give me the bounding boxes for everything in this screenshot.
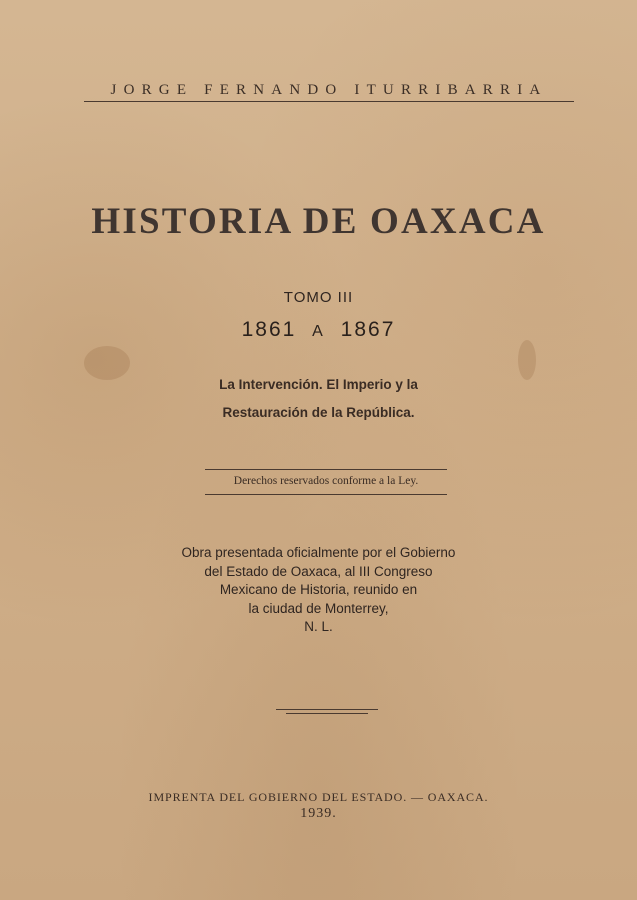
subtitle-line-1: La Intervención. El Imperio y la (219, 377, 418, 392)
rights-notice: Derechos reservados conforme a la Ley. (205, 469, 447, 495)
ornament-rule (276, 708, 378, 716)
year-range (0, 318, 637, 342)
subtitle (0, 371, 637, 427)
presentation-line-5: N. L. (304, 619, 333, 634)
ornament-line-top (276, 709, 378, 710)
presentation-line-2: del Estado de Oaxaca, al III Congreso (204, 563, 433, 579)
presentation-note (0, 544, 637, 637)
publication-year: 1939. (300, 806, 337, 821)
presentation-line-3: Mexicano de Historia, reunido en (219, 582, 418, 597)
printer-imprint: IMPRENTA DEL GOBIERNO DEL ESTADO. — OAXACA. (148, 790, 489, 804)
author-name: JORGE FERNANDO ITURRIBARRIA (84, 82, 574, 102)
subtitle-line-2: Restauración de la República. (222, 405, 415, 420)
presentation-line-4: la ciudad de Monterrey, (248, 600, 389, 616)
ornament-line-bottom (286, 713, 368, 714)
volume-label: TOMO III (283, 289, 354, 306)
year-start: 1861 (241, 318, 297, 341)
year-end: 1867 (340, 318, 396, 341)
year-connector: A (312, 323, 325, 340)
presentation-line-1: Obra presentada oficialmente por el Gobierno (181, 545, 456, 560)
book-title: HISTORIA DE OAXACA (91, 201, 546, 242)
